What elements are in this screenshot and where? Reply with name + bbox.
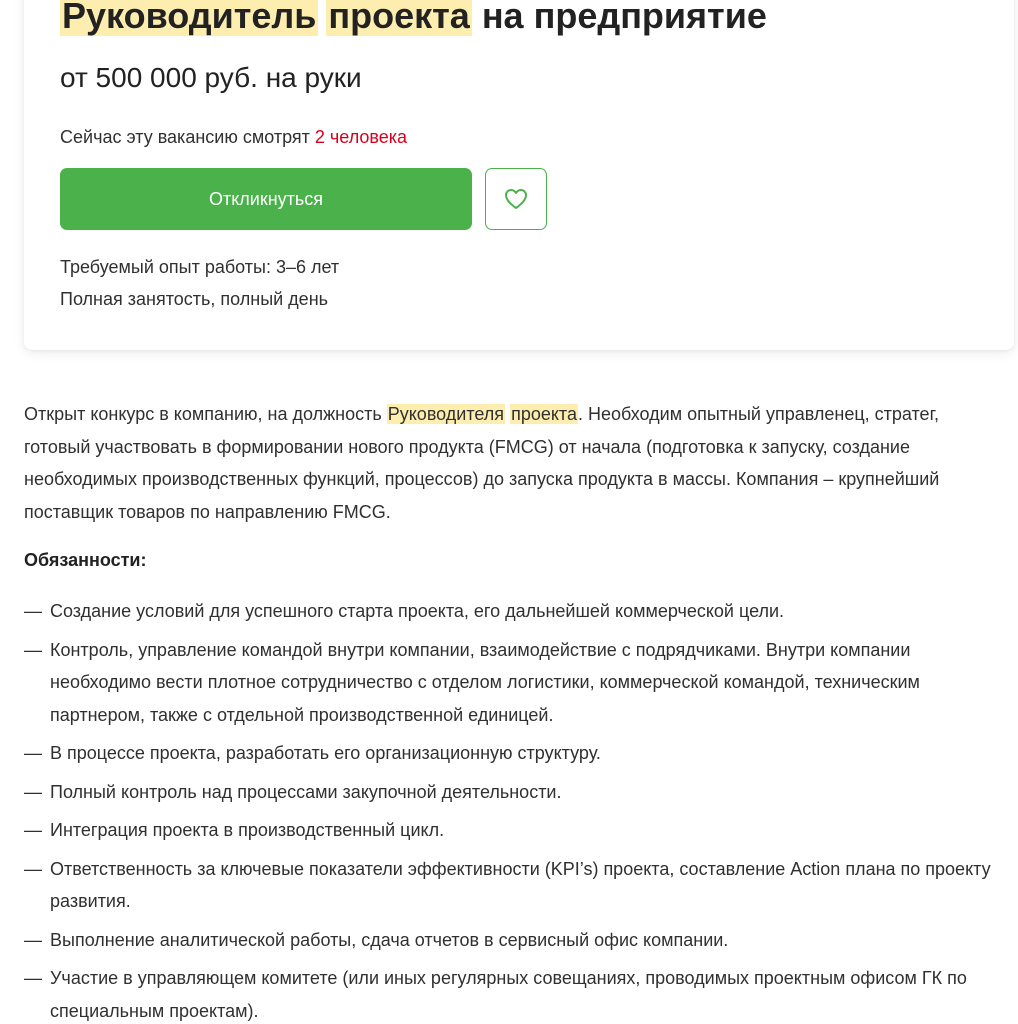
list-dash: — — [24, 820, 42, 840]
list-item — [24, 814, 1009, 847]
desc-highlight-1: Руководителя — [387, 404, 505, 424]
desc-highlight-2: проекта — [511, 404, 577, 424]
list-item — [24, 776, 1009, 809]
viewers-info — [60, 124, 407, 150]
desc-text-start: Открыт конкурс в компанию, на должность — [24, 404, 382, 424]
salary: от 500 000 руб. на руки — [60, 62, 362, 93]
list-item-text: Контроль, управление командой внутри компании, взаимодействие с подрядчиками. Внутри компании необходимо вести плотное сотрудничество с отделом логистики, коммерческой командой, техническим партнером, также с отдельной производственной единицей. — [50, 639, 920, 725]
experience-required: Требуемый опыт работы: 3–6 лет — [60, 257, 340, 277]
list-dash: — — [24, 929, 42, 950]
list-dash: — — [24, 781, 42, 802]
title-highlight-1: Руководитель — [60, 0, 318, 36]
vacancy-title — [60, 0, 767, 40]
list-item — [24, 595, 1009, 628]
list-item — [24, 634, 1009, 732]
list-item-text: Интеграция проекта в производственный цикл. — [50, 820, 445, 840]
apply-button[interactable]: Откликнуться — [60, 168, 472, 230]
viewers-prefix: Сейчас эту вакансию смотрят — [60, 127, 310, 147]
vacancy-description — [24, 398, 1009, 528]
list-item-text: Выполнение аналитической работы, сдача отчетов в сервисный офис компании. — [50, 929, 729, 950]
list-item-text: Полный контроль над процессами закупочной деятельности. — [50, 781, 562, 802]
duties-list — [24, 595, 1009, 1024]
list-item — [24, 737, 1009, 770]
list-dash: — — [24, 858, 42, 879]
favorite-button[interactable] — [485, 168, 547, 230]
list-dash: — — [24, 639, 42, 660]
viewers-count: 2 человека — [314, 127, 408, 147]
list-dash: — — [24, 968, 42, 988]
list-item — [24, 962, 1009, 1024]
list-dash: — — [24, 601, 42, 621]
employment-type: Полная занятость, полный день — [60, 289, 329, 309]
list-item — [24, 924, 1009, 957]
list-item-text: Создание условий для успешного старта проекта, его дальнейшей коммерческой цели. — [50, 601, 785, 621]
list-item-text: Ответственность за ключевые показатели эффективности (KPI’s) проекта, составление Action плана по проекту развития. — [50, 858, 991, 911]
duties-heading: Обязанности: — [24, 550, 147, 570]
list-item-text: В процессе проекта, разработать его организационную структуру. — [50, 743, 601, 763]
list-item-text: Участие в управляющем комитете (или иных регулярных совещаниях, проводимых проектным офисом ГК по специальным проектам). — [50, 968, 967, 1021]
list-dash: — — [24, 743, 42, 763]
list-item — [24, 853, 1009, 918]
title-rest: на предприятие — [481, 0, 767, 36]
title-highlight-2: проекта — [326, 0, 471, 36]
heart-icon — [504, 188, 528, 210]
desc-text-rest: . Необходим опытный управленец, стратег, готовый участвовать в формировании нового продукта (FMCG) от начала (подготовка к запуску, создание необходимых производственных функций, процессов) до запуска продукта в массы. Компания – крупнейший поставщик товаров по направлению FMCG. — [24, 404, 940, 522]
